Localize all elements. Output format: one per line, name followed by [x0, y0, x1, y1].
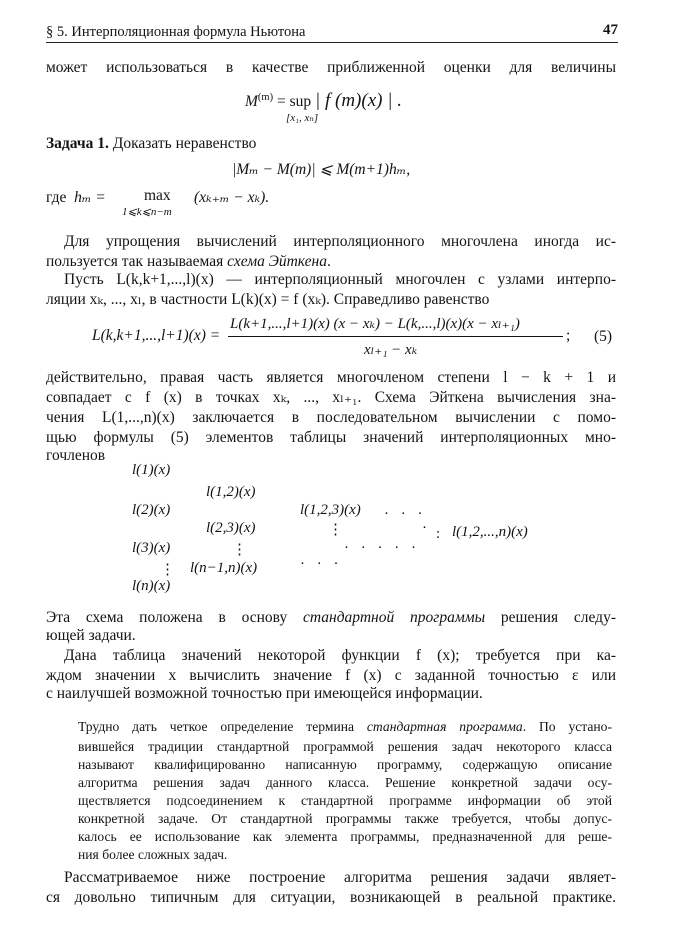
formula-M-body: | f (m)(x) | . — [315, 90, 402, 112]
formula5-denominator: xₗ₊₁ − xₖ — [364, 342, 418, 358]
formula5-lhs: L(k,k+1,...,l+1)(x) = — [92, 327, 221, 344]
formula-inequality: |Mₘ − M(m)| ⩽ M(m+1)hₘ, — [232, 161, 411, 178]
para5-line2: ждом значении x вычислить значение f (x) с заданной точностью ε или — [46, 667, 616, 684]
task-line — [46, 134, 256, 154]
para2-line2: ляции xₖ, ..., xₗ, в частности L(k)(x) = f (xₖ). Справедливо равенство — [46, 291, 490, 308]
formula-M-lhs: M — [245, 93, 258, 111]
formula5-numerator: L(k+1,...,l+1)(x) (x − xₖ) − L(k,...,l)(x)(x − xₗ₊₁) — [230, 316, 520, 332]
where-hm: hₘ = — [74, 189, 106, 206]
table-vdots-c2: ⋮ — [232, 542, 251, 558]
emphasis: схема Эйткена — [227, 253, 327, 270]
table-colon: : — [436, 526, 445, 542]
para6-line2: ся довольно типичным для ситуации, возникающей в реальной практике. — [46, 889, 616, 906]
small-line5: ществляется подсоединением к стандартной программе информации об этой — [78, 793, 612, 808]
where-range: 1⩽k⩽n−m — [122, 206, 172, 218]
small-line4: алгоритма решения задач данного класса. Решение конкретной задачи осу- — [78, 775, 612, 790]
small-line7: калось ее использование как элемента программы, предназначенной для реше- — [78, 829, 612, 844]
emphasis: стандартной программы — [303, 609, 486, 626]
table-cell-c3-1: l(1,2,3)(x) — [300, 502, 361, 518]
table-cell-c1-1: l(1)(x) — [132, 462, 171, 478]
para2-line1: Пусть L(k,k+1,...,l)(x) — интерполяционный многочлен с узлами интерпо- — [64, 271, 616, 288]
emphasis: стандартная программа — [366, 719, 523, 734]
para6-line1: Рассматриваемое ниже построение алгоритма решения задачи являет- — [64, 869, 616, 886]
chapter-title: § 5. Интерполяционная формула Ньютона — [46, 24, 306, 40]
formula5-fraction-bar — [228, 336, 563, 337]
table-cell-c4-1: l(1,2,...,n)(x) — [452, 524, 528, 540]
para5-line1: Дана таблица значений некоторой функции f (x); требуется при ка- — [64, 647, 616, 664]
where-prefix: где — [46, 189, 67, 206]
para5-line3: с наилучшей возможной точностью при имеющейся информации. — [46, 685, 483, 702]
small-line1: Трудно дать четкое определение термина стандартная программа. По устано- — [78, 719, 613, 734]
formula-M — [245, 88, 402, 112]
task-text: Доказать неравенство — [112, 135, 257, 152]
formula-M-lhs-sup: (m) — [257, 92, 274, 103]
where-max: max — [144, 187, 171, 204]
para3-line4: щью формулы (5) элементов таблицы значений интерполяционных мно- — [46, 429, 616, 446]
small-line6: конкретной задаче. От стандартной программы также требуется, чтобы допус- — [78, 811, 612, 826]
table-vdots-c3: ⋮ — [328, 522, 347, 538]
table-cell-c2-2: l(2,3)(x) — [206, 520, 256, 536]
para4-line2: ющей задачи. — [46, 627, 136, 644]
equation-number: (5) — [594, 328, 613, 345]
para3-line1: действительно, правая часть является многочленом степени l − k + 1 и — [46, 369, 616, 386]
table-cell-c1-2: l(2)(x) — [132, 502, 171, 518]
small-line2: вившейся традиции стандартной программой решения задач некоторого класса — [78, 739, 612, 754]
small-line3: называют квалифицированно написанную программу, содержащую описание — [78, 757, 612, 772]
where-body: (xₖ₊ₘ − xₖ). — [194, 189, 270, 206]
task-label: Задача 1. — [46, 135, 109, 152]
formula-M-sub: [x₁, xₙ] — [286, 112, 319, 124]
intro-line: может использоваться в качестве приближенной оценки для величины — [46, 59, 616, 76]
formula-M-eq: = sup — [273, 93, 315, 111]
para1-line1: Для упрощения вычислений интерполяционного многочлена иногда ис- — [64, 233, 616, 250]
table-dots-lower: · · · · · — [344, 540, 420, 556]
small-line8: ния более сложных задач. — [78, 847, 228, 862]
para4-line1: Эта схема положена в основу стандартной программы решения следу- — [46, 609, 616, 626]
table-cell-c1-3: l(3)(x) — [132, 540, 171, 556]
para3-line5: гочленов — [46, 447, 106, 464]
page-number: 47 — [603, 22, 618, 38]
table-dots-mid: · — [422, 520, 431, 536]
table-dots-upper: · · · — [384, 506, 427, 522]
formula5-semicolon: ; — [566, 327, 571, 344]
para3-line2: совпадает с f (x) в точках xₖ, ..., xₗ₊₁. Схема Эйткена вычисления зна- — [46, 389, 616, 406]
table-cell-c2-3: l(n−1,n)(x) — [190, 560, 258, 576]
para3-line3: чения L(1,...,n)(x) заключается в последовательном вычислении с помо- — [46, 409, 616, 426]
table-vdots-c1: ⋮ — [160, 562, 179, 578]
running-header — [46, 22, 618, 43]
table-dots-bottom: · · · — [300, 556, 343, 572]
para1-line2: пользуется так называемая схема Эйткена. — [46, 253, 331, 270]
where-line — [46, 188, 106, 208]
table-cell-c1-4: l(n)(x) — [132, 578, 171, 594]
table-cell-c2-1: l(1,2)(x) — [206, 484, 256, 500]
